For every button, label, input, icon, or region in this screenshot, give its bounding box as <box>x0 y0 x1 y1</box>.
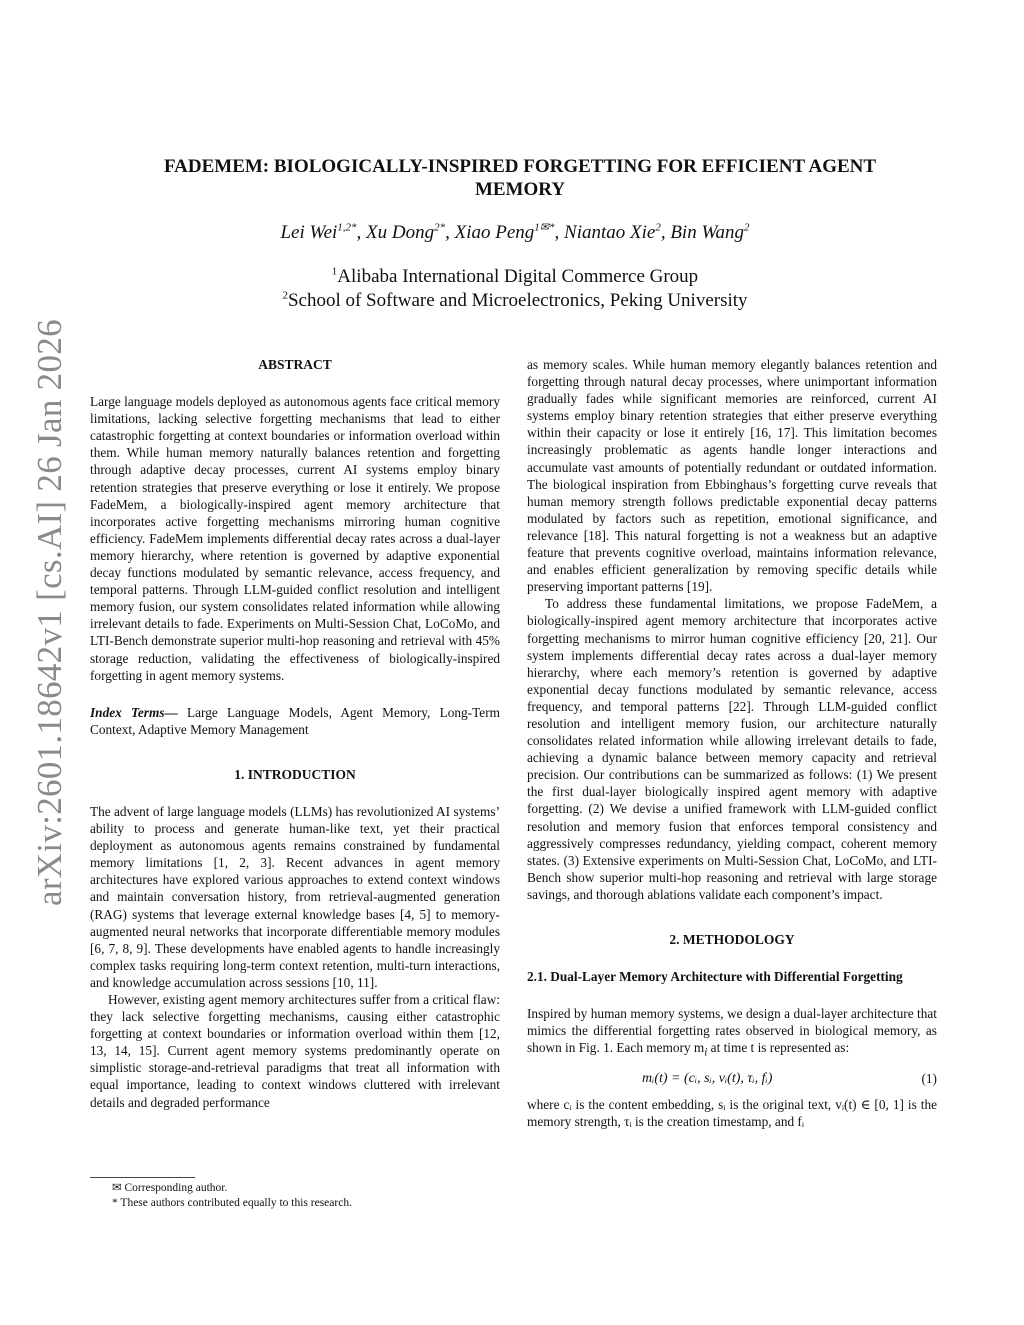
math-subscript: i <box>704 1047 708 1060</box>
equation-number: (1) <box>921 1071 937 1087</box>
title-line-2: MEMORY <box>474 179 566 200</box>
abstract-text: Large language models deployed as autonomous agents face critical memory limitations, lacking selective forgetting mechanisms that lead to either catastrophic forgetting at context boundaries or information overload within them. While human memory naturally balances retention and forgetting through adaptive decay processes, current AI systems employ binary retention strategies that preserve everything or lose it entirely. We propose FadeMem, a biologically-inspired agent memory architecture that incorporates active forgetting mechanisms mirroring human cognitive efficiency. FadeMem implements differential decay rates across a dual-layer memory hierarchy, where retention is governed by adaptive exponential decay functions modulated by semantic relevance, access frequency, and temporal patterns. Through LLM-guided conflict resolution and intelligent memory fusion, our system consolidates related information while allowing irrelevant details to fade. Experiments on Multi-Session Chat, LoCoMo, and LTI-Bench demonstrate superior multi-hop reasoning and retrieval with 45% storage reduction, validating the effectiveness of biologically-inspired forgetting in agent memory systems. <box>90 394 500 683</box>
paper-title <box>120 155 920 201</box>
subsection-heading: 2.1. Dual-Layer Memory Architecture with Differential Forgetting <box>527 969 903 985</box>
author-affil-mark: 2 <box>744 221 750 234</box>
intro-paragraph-3: To address these fundamental limitations, we propose FadeMem, a biologically-inspired agent memory architecture that incorporates active forgetting mechanisms to mirror human cognitive efficiency [20, 21]. Our system implements differential decay rates across a dual-layer memory hierarchy, where each memory’s retention is governed by adaptive exponential decay functions modulated by semantic relevance, access frequency, and temporal patterns [22]. Through LLM-guided conflict resolution and intelligent memory fusion, our architecture naturally consolidates related information while allowing irrelevant details to fade, achieving a dynamic balance between memory capacity and retrieval precision. Our contributions can be summarized as follows: (1) We present the first dual-layer biologically inspired agent memory with adaptive forgetting. (2) We devise a unified framework with LLM-guided conflict resolution and memory fusion that enforces temporal consistency and aggressively compresses redundancy, yielding compact, coherent memory states. (3) Extensive experiments on Multi-Session Chat, LoCoMo, and LTI-Bench show superior multi-hop reasoning and retrieval with large storage savings, and thorough ablations validate each component’s impact. <box>527 596 937 902</box>
author-name: Xu Dong <box>366 222 435 243</box>
methodology-paragraph-1 <box>527 1005 937 1062</box>
author-affil-mark: 1,2* <box>337 221 357 234</box>
index-terms <box>90 704 500 738</box>
index-terms-text: Large Language Models, Agent Memory, Long-Term Context, Adaptive Memory Management <box>90 704 500 737</box>
affiliation-mark: 1 <box>331 265 338 278</box>
affiliation-text: Alibaba International Digital Commerce Group <box>337 266 699 287</box>
author-affil-mark: 2 <box>655 221 661 234</box>
affiliation-mark: 2 <box>282 289 288 302</box>
methodology-text-end: at time t is represented as: <box>707 1040 850 1056</box>
intro-paragraph-1: The advent of large language models (LLMs) has revolutionized AI systems’ ability to process and generate human-like text, yet their practical deployment as autonomous agents remains constrained by fundamental memory limitations [1, 2, 3]. Recent advances in agent memory architectures have explored various approaches to extend context windows and maintain conversation history, from retrieval-augmented generation (RAG) systems that leverage external knowledge bases [4, 5] to memory-augmented neural networks that incorporate differentiable memory modules [6, 7, 8, 9]. These developments have enabled agents to handle increasingly complex tasks requiring long-term context retention, multi-turn interactions, and knowledge accumulation across sessions [10, 11]. <box>90 803 500 990</box>
left-column <box>90 356 500 1111</box>
introduction-heading: 1. INTRODUCTION <box>234 766 356 782</box>
footnote-corresponding: ✉ Corresponding author. <box>112 1182 228 1194</box>
abstract-heading: ABSTRACT <box>258 357 332 372</box>
footnote-rule <box>90 1177 195 1178</box>
equation-1 <box>527 1062 937 1096</box>
index-terms-label: Index Terms— <box>90 704 178 720</box>
author-affil-mark: 1✉* <box>534 221 555 234</box>
author-name: Niantao Xie <box>564 222 656 243</box>
methodology-text: Inspired by human memory systems, we design a dual-layer architecture that mimics the differential forgetting rates observed in biological memory, as shown in Fig. 1. Each memory m <box>527 1006 937 1056</box>
equation-expression: mᵢ(t) = (cᵢ, sᵢ, vᵢ(t), τᵢ, fᵢ) <box>642 1071 773 1087</box>
affiliation-2 <box>120 290 910 312</box>
methodology-paragraph-2: where cᵢ is the content embedding, sᵢ is the original text, vᵢ(t) ∈ [0, 1] is the memory strength, τᵢ is the creation timestamp, and fᵢ <box>527 1097 937 1130</box>
author-name: Bin Wang <box>670 222 745 243</box>
author-affil-mark: 2* <box>434 221 446 234</box>
author-name: Lei Wei <box>280 222 338 243</box>
author-list: Lei Wei$^{1,2*}$, Xu Dong$^{2*}$, Xiao Peng$^{1✉*}$, Niantao Xie$^2$, Bin Wang$^2$ <box>280 221 750 243</box>
title-line-1: FADEMEM: BIOLOGICALLY-INSPIRED FORGETTING FOR EFFICIENT AGENT <box>163 156 877 177</box>
methodology-heading: 2. METHODOLOGY <box>669 932 795 947</box>
intro-paragraph-2-continued: as memory scales. While human memory elegantly balances retention and forgetting through natural decay processes, where unimportant information gradually fades while significant memories are reinforced, current AI systems employ binary retention strategies that either preserve everything within their capacity or lose it entirely [16, 17]. This limitation becomes increasingly problematic as agents handle longer interactions and accumulate vast amounts of potentially redundant or outdated information. The biological inspiration from Ebbinghaus’s forgetting curve reveals that human memory strength follows predictable exponential decay patterns modulated by factors such as repetition, emotional significance, and relevance [18]. This natural forgetting is not a weakness but an adaptive feature that prevents cognitive overload, maintains information relevance, and enables efficient generalization by removing specific details while preserving important patterns [19]. <box>527 357 937 595</box>
intro-paragraph-2: However, existing agent memory architectures suffer from a critical flaw: they lack selective forgetting mechanisms, causing either catastrophic forgetting at context boundaries or information overload within them [12, 13, 14, 15]. Current agent memory systems predominantly operate on simplistic storage-and-retrieval paradigms that treat all information with equal importance, leading to context windows cluttered with irrelevant details and degraded performance <box>90 992 500 1110</box>
right-column <box>527 356 937 1130</box>
affiliation-text: School of Software and Microelectronics, Peking University <box>287 290 748 311</box>
footnote-equal-contribution: * These authors contributed equally to this research. <box>112 1196 352 1209</box>
author-name: Xiao Peng <box>454 222 535 243</box>
footnotes <box>112 1181 352 1210</box>
arxiv-identifier: arXiv:2601.18642v1 [cs.AI] 26 Jan 2026 <box>30 319 69 906</box>
affiliation-1 <box>120 266 910 288</box>
